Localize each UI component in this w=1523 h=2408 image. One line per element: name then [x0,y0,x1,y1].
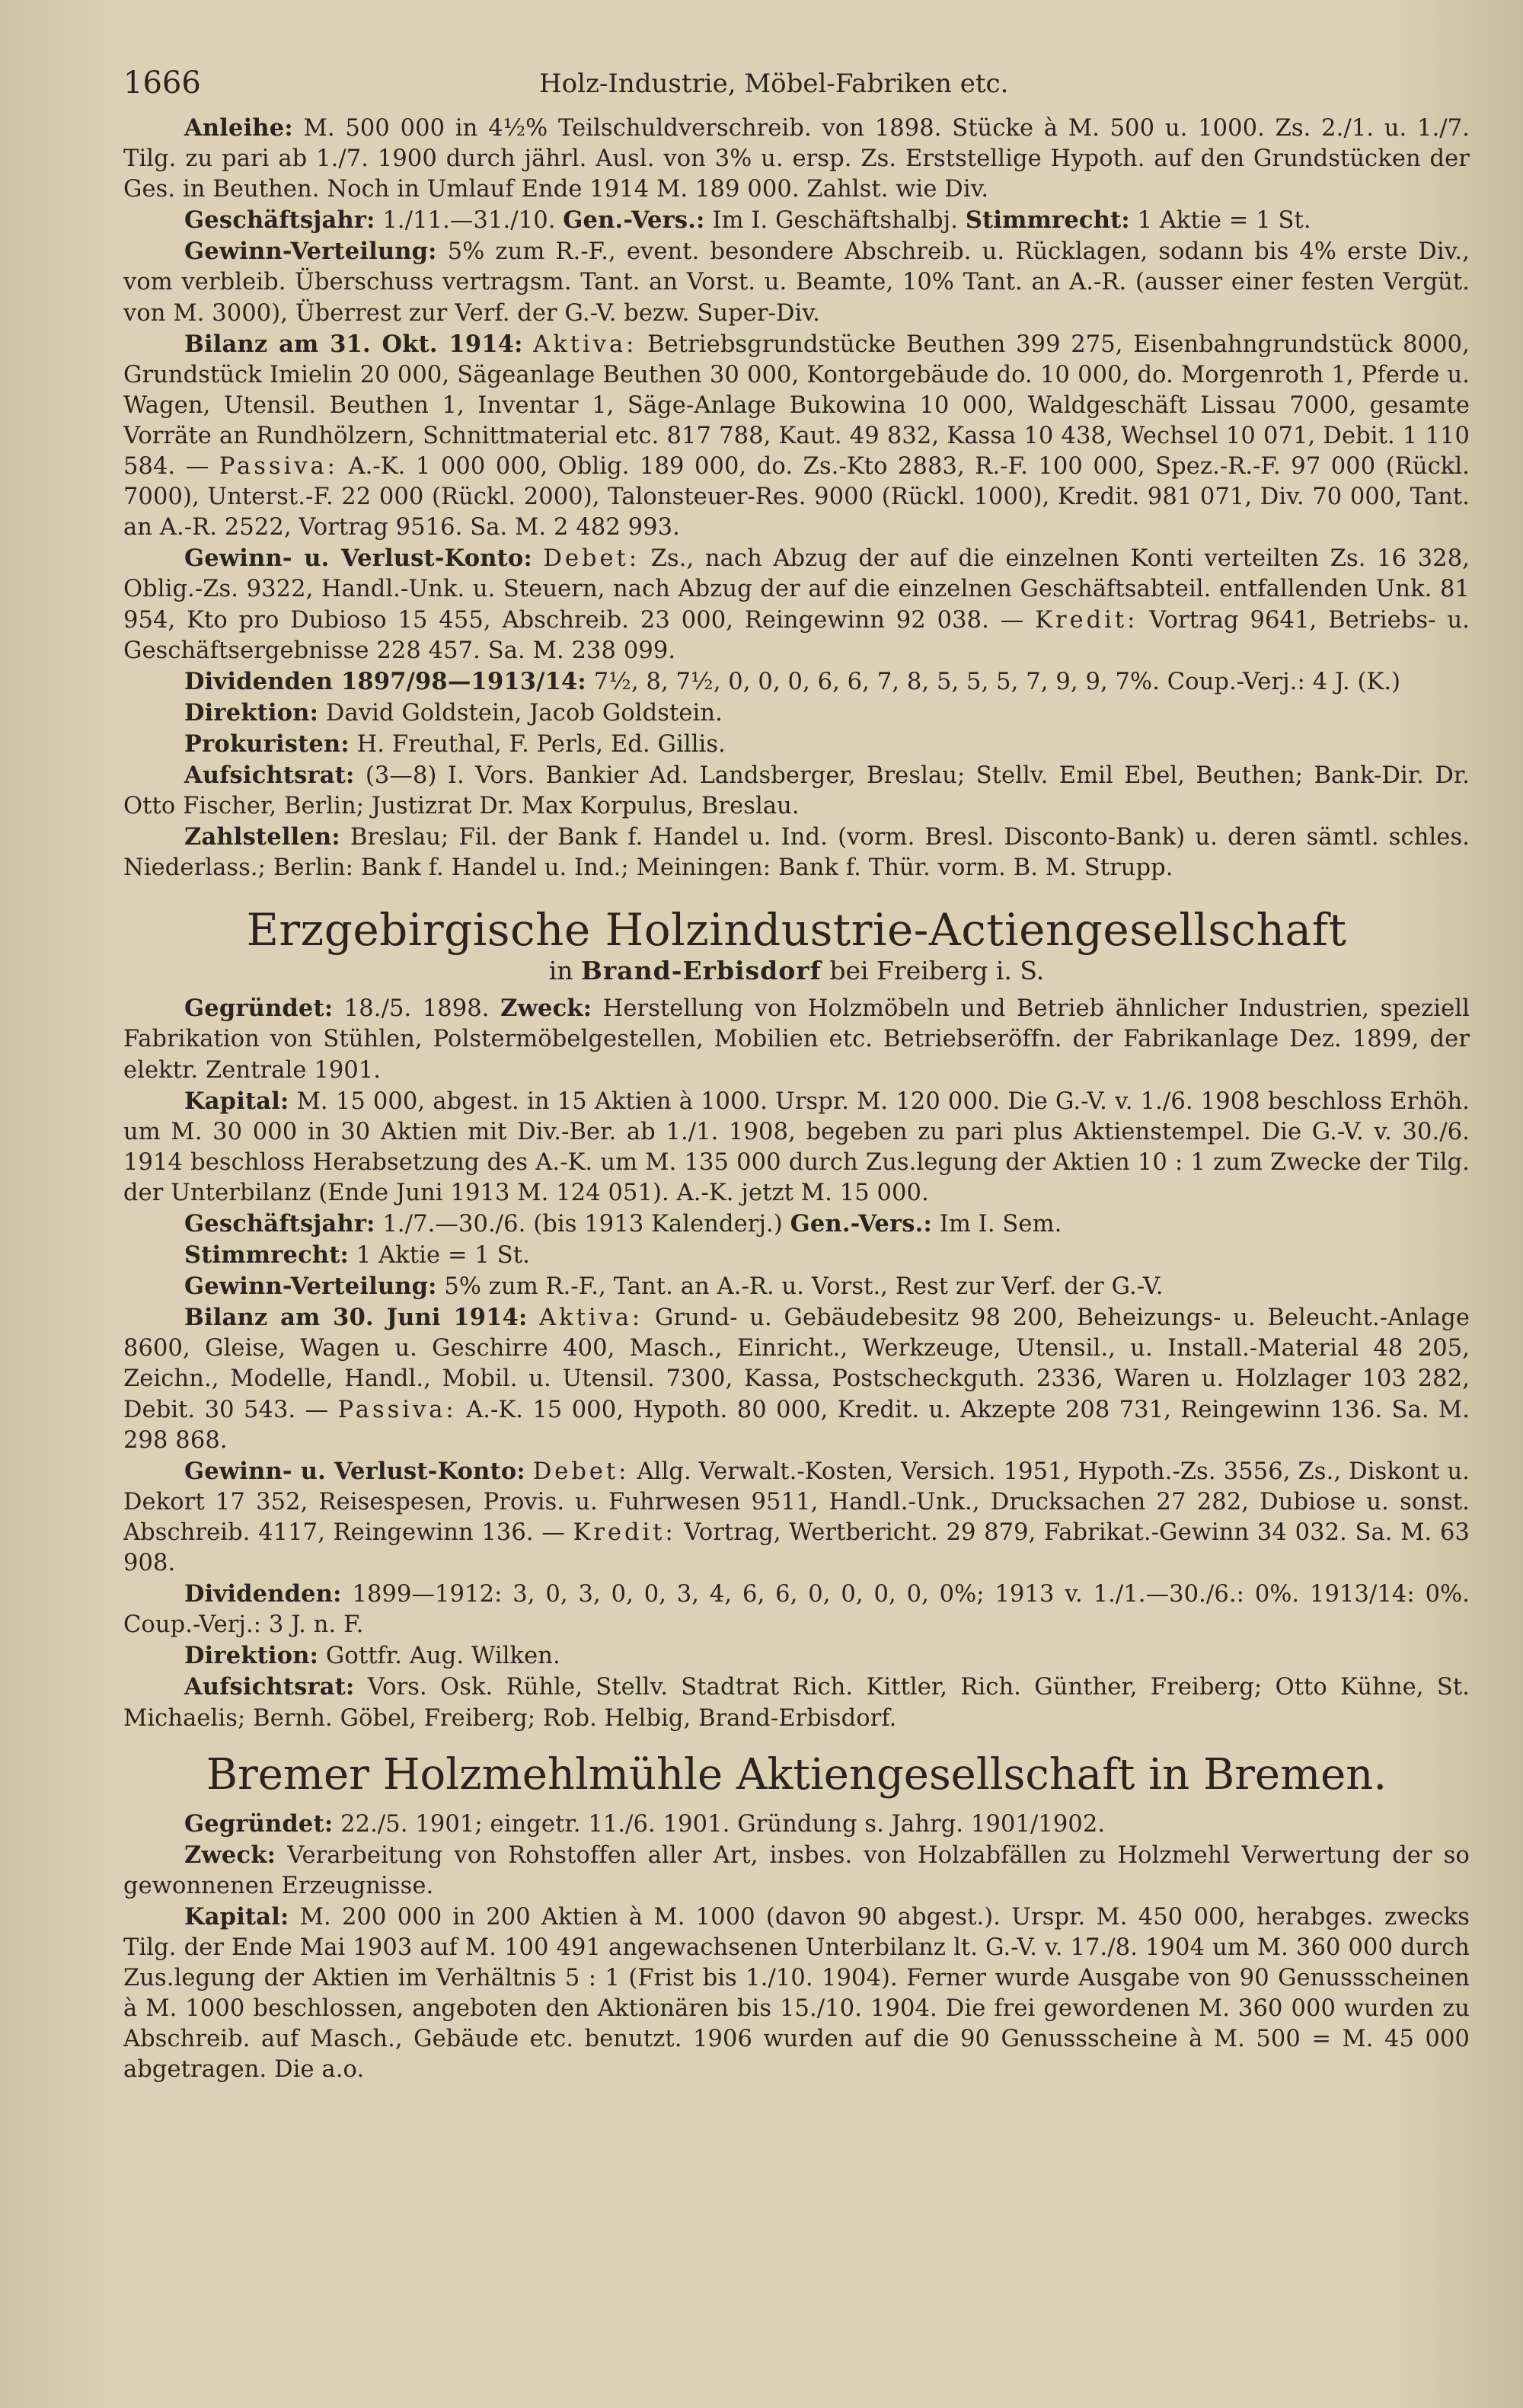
gewinn-verteilung-label: Gewinn-Verteilung: [184,238,437,266]
company-title: Bremer Holzmehlmühle Aktiengesellschaft in Bremen. [206,1749,1387,1800]
kapital-paragraph [123,1902,1470,2086]
bilanz-passiva-text: A.-K. 1 000 000, Oblig. 189 000, do. Zs.-Kto 2883, R.-F. 100 000, Spez.-R.-F. 97 000 (Rückl. 7000), Unterst.-F. 22 000 (Rückl. 2000), Talonsteuer-Res. 9000 (Rückl. 1000), Kredit. 981 071, Div. 70 000, Tant. an A.-R. 2522, Vortrag 9516. Sa. M. 2 482 993. [123,453,1470,541]
bilanz-label: Bilanz am 31. Okt. 1914: [184,330,523,358]
zahlstellen-label: Zahlstellen: [184,823,340,851]
location-suffix: bei Freiberg i. S. [829,956,1045,986]
kapital-text: M. 200 000 in 200 Aktien à M. 1000 (davon 90 abgest.). Urspr. M. 450 000, herabges. zwecks Tilg. der Ende Mai 1903 auf M. 100 491 angewachsenen Unterbilanz lt. G.-V. v. 17./8. 1904 um M. 360 000 durch Zus.legung der Aktien im Verhältnis 5 : 1 (Frist bis 1./10. 1904). Ferner wurde Ausgabe von 90 Genussscheinen à M. 1000 beschlossen, angeboten den Aktionären bis 15./10. 1904. Die frei gewordenen M. 360 000 wurden zu Abschreib. auf Masch., Gebäude etc. benutzt. 1906 wurden auf die 90 Genussscheine à M. 500 = M. 45 000 abgetragen. Die a.o. [123,1903,1470,2084]
bilanz-aktiva-text: Betriebsgrundstücke Beuthen 399 275, Eisenbahngrundstück 8000, Grundstück Imielin 20 000, Sägeanlage Beuthen 30 000, Kontorgebäude do. 10 000, do. Morgenroth 1, Pferde u. Wagen, Utensil. Beuthen 1, Inventar 1, Säge-Anlage Bukowina 10 000, Waldgeschäft Lissau 7000, gesamte Vorräte an Rundhölzern, Schnittmaterial etc. 817 788, Kaut. 49 832, Kassa 10 438, Wechsel 10 071, Debit. 1 110 584. — [123,331,1470,481]
section-continued-company [123,113,1470,883]
zahlstellen-text: Breslau; Fil. der Bank f. Handel u. Ind. (vorm. Bresl. Disconto-Bank) u. deren sämtl. schles. Niederlass.; Berlin: Bank f. Handel u. Ind.; Meiningen: Bank f. Thür. vorm. B. M. Strupp. [123,824,1470,882]
prokuristen-label: Prokuristen: [184,730,350,758]
bilanz-passiva-text: A.-K. 15 000, Hypoth. 80 000, Kredit. u. Akzepte 208 731, Reingewinn 136. Sa. M. 298 868. [123,1396,1470,1454]
gewinn-verteilung-paragraph [123,1271,1470,1302]
page-number: 1666 [123,65,201,101]
zweck-text: Herstellung von Holzmöbeln und Betrieb ähnlicher Industrien, speziell Fabrikation von Stühlen, Polstermöbelgestellen, Mobilien etc. Betriebseröffn. der Fabrikanlage Dez. 1899, der elektr. Zentrale 1901. [123,995,1470,1084]
prokuristen-text: H. Freuthal, F. Perls, Ed. Gillis. [356,730,726,758]
kapital-label: Kapital: [184,1902,289,1931]
gegruendet-text: 18./5. 1898. [343,995,490,1023]
direktion-paragraph [123,698,1470,729]
gen-vers-text: Im I. Geschäftshalbj. [712,207,959,235]
stimmrecht-label: Stimmrecht: [184,1241,350,1269]
section-bremer-holzmehlmuehle [123,1751,1470,2086]
guv-paragraph [123,1456,1470,1579]
stimmrecht-text: 1 Aktie = 1 St. [1137,207,1311,235]
gegruendet-text: 22./5. 1901; eingetr. 11./6. 1901. Gründung s. Jahrg. 1901/1902. [340,1810,1106,1838]
debet-label: Debet: [543,545,640,573]
direktion-label: Direktion: [184,1642,319,1670]
bilanz-paragraph [123,1302,1470,1455]
company-location [123,955,1470,987]
aufsichtsrat-text: (3—8) I. Vors. Bankier Ad. Landsberger, Breslau; Stellv. Emil Ebel, Beuthen; Bank-Dir. Dr. Otto Fischer, Berlin; Justizrat Dr. Max Korpulus, Breslau. [123,762,1470,820]
direktion-paragraph [123,1640,1470,1672]
aufsichtsrat-label: Aufsichtsrat: [184,761,355,789]
direktion-label: Direktion: [184,698,319,727]
guv-debet-text: Zs., nach Abzug der auf die einzelnen Konti verteilten Zs. 16 328, Oblig.-Zs. 9322, Handl.-Unk. u. Steuern, nach Abzug der auf die einzelnen Geschäftsabteil. entfallenden Unk. 81 954, Kto pro Dubioso 15 455, Abschreib. 23 000, Reingewinn 92 038. — [123,545,1470,634]
stimmrecht-label: Stimmrecht: [965,206,1130,235]
dividenden-paragraph [123,666,1470,698]
geschaeftsjahr-text: 1./11.—31./10. [382,207,556,235]
guv-debet-text: Allg. Verwalt.-Kosten, Versich. 1951, Hypoth.-Zs. 3556, Zs., Diskont u. Dekort 17 352, Reisespesen, Provis. u. Fuhrwesen 9511, Handl.-Unk., Drucksachen 27 282, Dubiose u. sonst. Abschreib. 4117, Reingewinn 136. — [123,1458,1470,1546]
aufsichtsrat-paragraph [123,760,1470,822]
gewinn-verteilung-paragraph [123,236,1470,328]
aufsichtsrat-paragraph [123,1672,1470,1733]
anleihe-label: Anleihe: [184,114,293,142]
dividenden-text: 1899—1912: 3, 0, 3, 0, 0, 3, 4, 6, 6, 0, 0, 0, 0, 0%; 1913 v. 1./1.—30./6.: 0%. 1913/14: 0%. Coup.-Verj.: 3 J. n. F. [123,1581,1470,1639]
gewinn-verteilung-label: Gewinn-Verteilung: [184,1273,437,1301]
location-prefix: in [548,956,573,986]
guv-kredit-text: Vortrag, Wertbericht. 29 879, Fabrikat.-Gewinn 34 032. Sa. M. 63 908. [123,1519,1470,1577]
gewinn-verteilung-text: 5% zum R.-F., event. besondere Abschreib. u. Rücklagen, sodann bis 4% erste Div., vom verbleib. Überschuss vertragsm. Tant. an Vorst. u. Beamte, 10% Tant. an A.-R. (ausser einer festen Vergüt. von M. 3000), Überrest zur Verf. der G.-V. bezw. Super-Div. [123,238,1470,327]
gen-vers-label: Gen.-Vers.: [790,1210,932,1238]
zweck-text: Verarbeitung von Rohstoffen aller Art, insbes. von Holzabfällen zu Holzmehl Verwertung der so gewonnenen Erzeugnisse. [123,1841,1470,1899]
geschaeftsjahr-paragraph [123,205,1470,236]
guv-label: Gewinn- u. Verlust-Konto: [184,545,532,573]
stimmrecht-paragraph [123,1240,1470,1271]
geschaeftsjahr-label: Geschäftsjahr: [184,206,375,235]
kapital-text: M. 15 000, abgest. in 15 Aktien à 1000. Urspr. M. 120 000. Die G.-V. v. 1./6. 1908 beschloss Erhöh. um M. 30 000 in 30 Aktien mit Div.-Ber. ab 1./1. 1908, begeben zu pari plus Aktienstempel. Die G.-V. v. 30./6. 1914 beschloss Herabsetzung des A.-K. um M. 135 000 durch Zus.legung der Aktien 10 : 1 zum Zwecke der Tilg. der Unterbilanz (Ende Juni 1913 M. 124 051). A.-K. jetzt M. 15 000. [123,1087,1470,1206]
guv-paragraph [123,543,1470,666]
direktion-text: Gottfr. Aug. Wilken. [325,1643,560,1670]
bilanz-label: Bilanz am 30. Juni 1914: [184,1304,528,1332]
zweck-label: Zweck: [500,995,592,1023]
gen-vers-label: Gen.-Vers.: [563,206,705,235]
direktion-text: David Goldstein, Jacob Goldstein. [325,699,723,727]
bilanz-aktiva-text: Grund- u. Gebäudebesitz 98 200, Beheizungs- u. Beleucht.-Anlage 8600, Gleise, Wagen u. Geschirre 400, Masch., Einricht., Werkzeuge, Utensil., u. Install.-Material 48 205, Zeichn., Modelle, Handl., Mobil. u. Utensil. 7300, Kassa, Postscheckguth. 2336, Waren u. Holzlager 103 282, Debit. 30 543. — [123,1305,1470,1423]
passiva-label: Passiva: [337,1396,457,1423]
geschaeftsjahr-text: 1./7.—30./6. (bis 1913 Kalenderj.) [382,1211,783,1238]
gegruendet-paragraph [123,1809,1470,1840]
page-header [123,65,1470,113]
guv-kredit-text: Vortrag 9641, Betriebs- u. Geschäftsergebnisse 228 457. Sa. M. 238 099. [123,606,1470,664]
zweck-paragraph [123,1840,1470,1902]
kapital-label: Kapital: [184,1087,289,1115]
debet-label: Debet: [532,1458,630,1485]
aktiva-label: Aktiva: [539,1305,643,1332]
gegruendet-label: Gegründet: [184,1809,334,1838]
bilanz-paragraph [123,329,1470,544]
location-city: Brand-Erbisdorf [581,956,822,986]
aufsichtsrat-label: Aufsichtsrat: [184,1673,355,1701]
guv-label: Gewinn- u. Verlust-Konto: [184,1457,525,1485]
anleihe-paragraph [123,113,1470,205]
running-title: Holz-Industrie, Möbel-Fabriken etc. [539,69,1009,99]
aktiva-label: Aktiva: [533,331,637,358]
gegruendet-label: Gegründet: [184,995,334,1023]
passiva-label: Passiva: [219,453,338,481]
company-title: Erzgebirgische Holzindustrie-Actiengesellschaft [246,904,1347,956]
kredit-label: Kredit: [573,1519,676,1546]
geschaeftsjahr-paragraph [123,1209,1470,1240]
kredit-label: Kredit: [1035,606,1138,634]
aufsichtsrat-text: Vors. Osk. Rühle, Stellv. Stadtrat Rich. Kittler, Rich. Günther, Freiberg; Otto Kühne, St. Michaelis; Bernh. Göbel, Freiberg; Rob. Helbig, Brand-Erbisdorf. [123,1674,1470,1732]
dividenden-paragraph [123,1579,1470,1640]
zahlstellen-paragraph [123,822,1470,883]
dividenden-label: Dividenden: [184,1580,342,1608]
anleihe-text: M. 500 000 in 4½% Teilschuldverschreib. von 1898. Stücke à M. 500 u. 1000. Zs. 2./1. u. 1./7. Tilg. zu pari ab 1./7. 1900 durch jährl. Ausl. von 3% u. ersp. Zs. Erststellige Hypoth. auf den Grundstücken der Ges. in Beuthen. Noch in Umlauf Ende 1914 M. 189 000. Zahlst. wie Div. [123,115,1470,203]
prokuristen-paragraph [123,729,1470,760]
zweck-label: Zweck: [184,1841,276,1869]
gegruendet-paragraph [123,993,1470,1085]
geschaeftsjahr-label: Geschäftsjahr: [184,1210,375,1238]
kapital-paragraph [123,1086,1470,1209]
dividenden-label: Dividenden 1897/98—1913/14: [184,667,586,695]
dividenden-text: 7½, 8, 7½, 0, 0, 0, 6, 6, 7, 8, 5, 5, 5, 7, 9, 9, 7%. Coup.-Verj.: 4 J. (K.) [593,668,1401,695]
gewinn-verteilung-text: 5% zum R.-F., Tant. an A.-R. u. Vorst., Rest zur Verf. der G.-V. [444,1273,1164,1301]
stimmrecht-text: 1 Aktie = 1 St. [356,1242,530,1269]
section-erzgebirgische [123,905,1470,1733]
gen-vers-text: Im I. Sem. [939,1211,1062,1238]
